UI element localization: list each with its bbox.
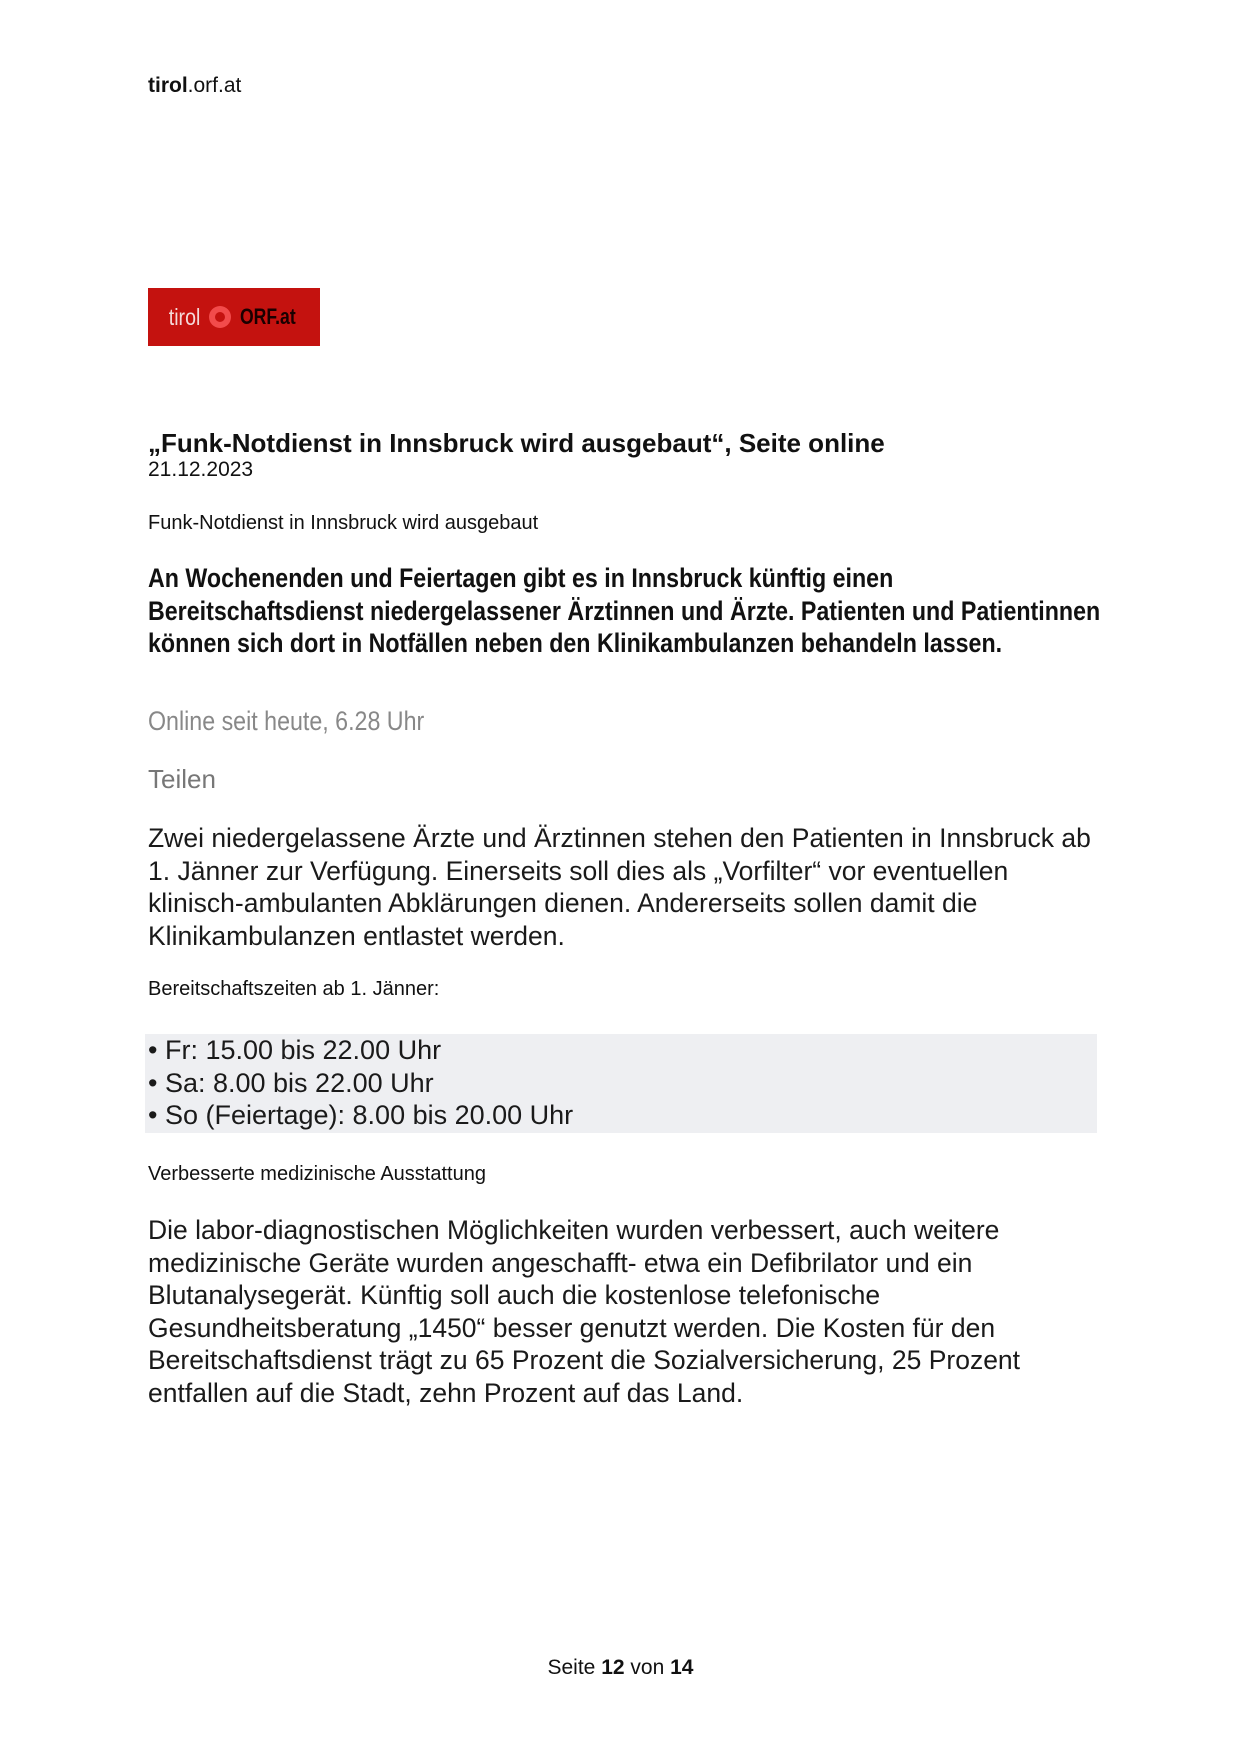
footer-prefix: Seite	[547, 1656, 596, 1679]
article-date: 21.12.2023	[148, 458, 254, 481]
body-paragraph-1: Zwei niedergelassene Ärzte und Ärztinnen stehen den Patienten in Innsbruck ab 1. Jänner zur Verfügung. Einerseits soll dies als „Vorfilter“ vor eventuellen klinisch-ambulanten Abklärungen dienen. Andererseits sollen damit die Klinikambulanzen entlastet werden.	[148, 823, 1091, 951]
article-title: „Funk-Notdienst in Innsbruck wird ausgebaut“, Seite online	[148, 428, 885, 458]
article-subtitle: Funk-Notdienst in Innsbruck wird ausgebaut	[148, 512, 539, 534]
orf-ring-icon	[209, 306, 231, 328]
page-footer	[0, 1656, 1241, 1680]
page-number: 12	[601, 1656, 625, 1679]
orf-logo	[148, 288, 320, 346]
zeiten-list	[145, 1034, 1097, 1133]
logo-left-text: tirol	[168, 303, 200, 330]
page-total: 14	[670, 1656, 694, 1679]
online-timestamp: Online seit heute, 6.28 Uhr	[148, 706, 425, 736]
zeiten-heading: Bereitschaftszeiten ab 1. Jänner:	[148, 978, 440, 1000]
body-paragraph-2: Die labor-diagnostischen Möglichkeiten wurden verbessert, auch weitere medizinische Geräte wurden angeschafft- etwa ein Defibrilator und ein Blutanalysegerät. Künftig soll auch die kostenlose telefonische Gesundheitsberatung „1450“ besser genutzt werden. Die Kosten für den Bereitschaftsdienst trägt zu 65 Prozent die Sozialversicherung, 25 Prozent entfallen auf die Stadt, zehn Prozent auf das Land.	[148, 1215, 1021, 1408]
site-name-rest: .orf.at	[187, 74, 242, 97]
footer-mid: von	[630, 1656, 665, 1679]
site-name-bold: tirol	[148, 74, 188, 97]
list-item: • Fr: 15.00 bis 22.00 Uhr	[148, 1035, 442, 1065]
article-lead: An Wochenenden und Feiertagen gibt es in Innsbruck künftig einen Bereitschaftsdienst niedergelassener Ärztinnen und Ärzte. Patienten und Patientinnen können sich dort in Notfällen neben den Klinikambulanzen behandeln lassen.	[148, 563, 1101, 658]
list-item: • So (Feiertage): 8.00 bis 20.00 Uhr	[148, 1100, 574, 1130]
section-heading: Verbesserte medizinische Ausstattung	[148, 1163, 486, 1185]
list-item: • Sa: 8.00 bis 22.00 Uhr	[148, 1067, 434, 1098]
share-link[interactable]: Teilen	[148, 764, 216, 794]
site-name	[148, 74, 241, 98]
logo-right-text: ORF.at	[239, 304, 296, 329]
